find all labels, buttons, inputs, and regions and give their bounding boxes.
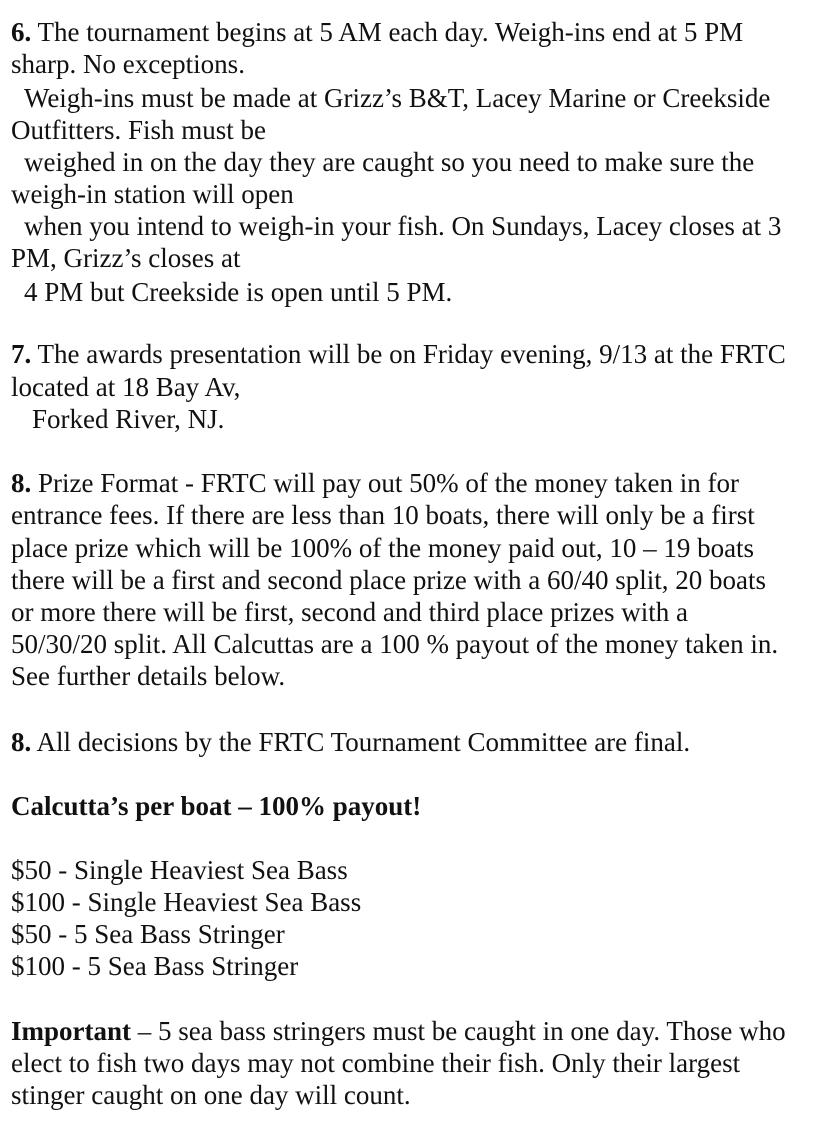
section-6-line-4: Outfitters. Fish must be: [11, 115, 266, 145]
section-8b-line: 8. All decisions by the FRTC Tournament Committee are final.: [11, 727, 691, 757]
calcutta-item-3: $50 - 5 Sea Bass Stringer: [11, 919, 285, 949]
section-8a-line-4: there will be a first and second place prize with a 60/40 split, 20 boats: [11, 565, 767, 595]
important-line-3: stinger caught on one day will count.: [11, 1080, 411, 1110]
calcutta-item-1: $50 - Single Heaviest Sea Bass: [11, 855, 348, 885]
section-6-line-5: weighed in on the day they are caught so you need to make sure the: [24, 147, 755, 177]
section-6-number: 6.: [11, 17, 32, 47]
section-8a-line-3: place prize which will be 100% of the money paid out, 10 – 19 boats: [11, 533, 755, 563]
section-7-line-2: located at 18 Bay Av,: [11, 372, 241, 402]
section-8a-line-2: entrance fees. If there are less than 10 boats, there will only be a first: [11, 500, 755, 530]
section-6-line-3: Weigh-ins must be made at Grizz’s B&T, Lacey Marine or Creekside: [24, 83, 771, 113]
section-8a-number: 8.: [11, 468, 32, 498]
calcutta-item-2: $100 - Single Heaviest Sea Bass: [11, 887, 362, 917]
section-7-number: 7.: [11, 339, 32, 369]
section-8a-line-5: or more there will be first, second and third place prizes with a: [11, 597, 689, 627]
section-6-line-9: 4 PM but Creekside is open until 5 PM.: [24, 277, 453, 307]
section-6-line-8: PM, Grizz’s closes at: [11, 243, 241, 273]
section-7-line-3: Forked River, NJ.: [32, 404, 225, 434]
section-7-line-1: 7. The awards presentation will be on Friday evening, 9/13 at the FRTC: [11, 339, 786, 369]
section-8b-number: 8.: [11, 727, 32, 757]
section-6-line-2: sharp. No exceptions.: [11, 49, 245, 79]
section-6-line-7: when you intend to weigh-in your fish. On Sundays, Lacey closes at 3: [24, 211, 782, 241]
section-6-line-6: weigh-in station will open: [11, 179, 294, 209]
section-6-line-1: 6. The tournament begins at 5 AM each day. Weigh-ins end at 5 PM: [11, 17, 744, 47]
important-label: Important: [11, 1016, 131, 1046]
calcutta-item-4: $100 - 5 Sea Bass Stringer: [11, 951, 299, 981]
section-8a-line-1: 8. Prize Format - FRTC will pay out 50% of the money taken in for: [11, 468, 740, 498]
section-8a-line-6: 50/30/20 split. All Calcuttas are a 100 % payout of the money taken in.: [11, 629, 779, 659]
section-8a-line-7: See further details below.: [11, 661, 286, 691]
important-line-1: Important – 5 sea bass stringers must be caught in one day. Those who: [11, 1016, 786, 1046]
important-line-2: elect to fish two days may not combine their fish. Only their largest: [11, 1048, 741, 1078]
calcutta-heading: Calcutta’s per boat – 100% payout!: [11, 791, 422, 821]
